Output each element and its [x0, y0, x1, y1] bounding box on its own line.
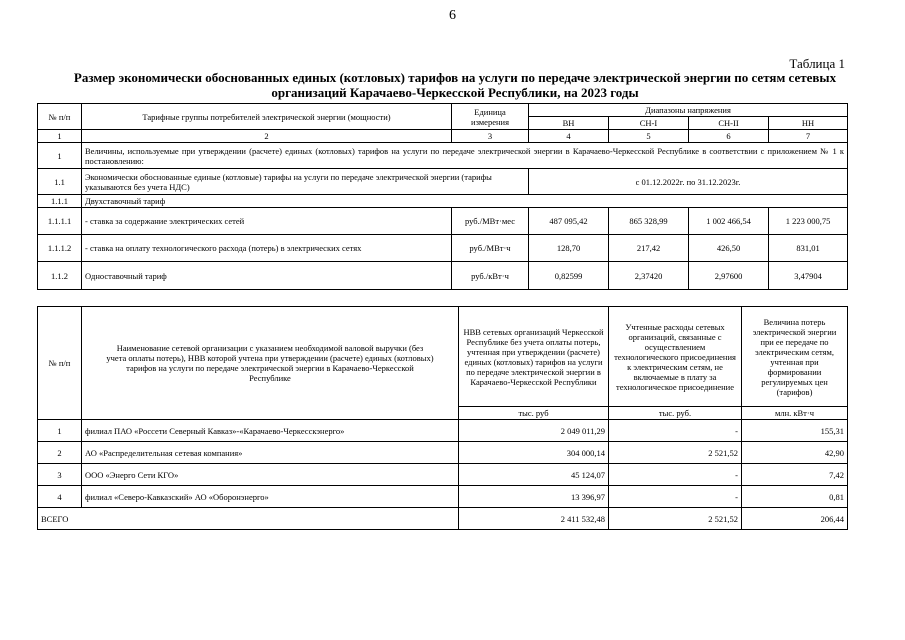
column-number: 6	[689, 130, 769, 143]
t1-row-1	[38, 143, 848, 169]
value-losses: 0,81	[742, 486, 848, 508]
network-organizations-table	[37, 306, 848, 530]
row-text: Двухставочный тариф	[82, 195, 848, 208]
organization-name: ООО «Энерго Сети КГО»	[82, 464, 459, 486]
t1-header-sn2: СН-II	[689, 117, 769, 130]
value-nn: 1 223 000,75	[769, 208, 848, 235]
total-label: ВСЕГО	[38, 508, 459, 530]
t2-header-nvv: НВВ сетевых организаций Черкесской Республике без учета оплаты потерь, учтенная при утверждении (расчете) единых (котловых) тарифов на услуги по передаче электрической энергии в Карачаево-Черкесской Республики	[459, 307, 609, 407]
table-row	[38, 235, 848, 262]
value-expenses: -	[609, 486, 742, 508]
value-sn2: 426,50	[689, 235, 769, 262]
row-number: 1.1.2	[38, 262, 82, 290]
value-losses: 42,90	[742, 442, 848, 464]
column-number: 3	[452, 130, 529, 143]
row-name: Одноставочный тариф	[82, 262, 452, 290]
value-losses: 155,31	[742, 420, 848, 442]
unit-losses: млн. кВт·ч	[742, 407, 848, 420]
t2-header-no: № п/п	[38, 307, 82, 420]
row-number: 3	[38, 464, 82, 486]
total-nvv: 2 411 532,48	[459, 508, 609, 530]
t2-header-name: Наименование сетевой организации с указанием необходимой валовой выручки (без учета оплаты потерь), НВВ которой учтена при утверждении (расчете) единых (котловых) тарифов на услуги по передаче электрической энергии в Карачаево-Черкесской Республике	[82, 307, 459, 420]
row-text: Величины, используемые при утверждении (расчете) единых (котловых) тарифов на услуги по передаче электрической энергии в Карачаево-Черкесской Республике в соответствии с приложением № 1 к постановлению:	[82, 143, 848, 169]
row-name: - ставка на оплату технологического расхода (потерь) в электрических сетях	[82, 235, 452, 262]
tariff-table	[37, 103, 848, 290]
row-number: 1	[38, 143, 82, 169]
total-expenses: 2 521,52	[609, 508, 742, 530]
t1-header-ranges: Диапазоны напряжения	[529, 104, 848, 117]
table-row	[38, 262, 848, 290]
value-losses: 7,42	[742, 464, 848, 486]
column-number: 5	[609, 130, 689, 143]
row-number: 1	[38, 420, 82, 442]
value-expenses: -	[609, 464, 742, 486]
value-vn: 487 095,42	[529, 208, 609, 235]
value-sn1: 2,37420	[609, 262, 689, 290]
value-nvv: 45 124,07	[459, 464, 609, 486]
value-nn: 3,47904	[769, 262, 848, 290]
value-nn: 831,01	[769, 235, 848, 262]
t1-header-vn: ВН	[529, 117, 609, 130]
t1-header-no: № п/п	[38, 104, 82, 130]
t1-column-numbers	[38, 130, 848, 143]
unit-nvv: тыс. руб	[459, 407, 609, 420]
column-number: 1	[38, 130, 82, 143]
t2-header-row	[38, 307, 848, 407]
table-row	[38, 208, 848, 235]
row-text: Экономически обоснованные единые (котловые) тарифы на услуги по передаче электрической энергии (тарифы указываются без учета НДС)	[82, 169, 529, 195]
t1-header-groups: Тарифные группы потребителей электрической энергии (мощности)	[82, 104, 452, 130]
t1-header-nn: НН	[769, 117, 848, 130]
row-number: 1.1.1.1	[38, 208, 82, 235]
t2-header-expenses: Учтенные расходы сетевых организаций, связанные с осуществлением технологического присоединения к электрическим сетям, не включаемые в плату за технологическое присоединение	[609, 307, 742, 407]
total-losses: 206,44	[742, 508, 848, 530]
page-number: 6	[449, 8, 456, 23]
value-vn: 128,70	[529, 235, 609, 262]
value-nvv: 304 000,14	[459, 442, 609, 464]
column-number: 4	[529, 130, 609, 143]
t1-header-unit: Единица измерения	[452, 104, 529, 130]
value-sn1: 217,42	[609, 235, 689, 262]
row-unit: руб./МВт·ч	[452, 235, 529, 262]
t1-header-sn1: СН-I	[609, 117, 689, 130]
row-number: 4	[38, 486, 82, 508]
value-nvv: 2 049 011,29	[459, 420, 609, 442]
table-row	[38, 464, 848, 486]
document-title: Размер экономически обоснованных единых (котловых) тарифов на услуги по передаче электрической энергии по сетям сетевых организаций Карачаево-Черкесской Республики, на 2023 годы	[73, 70, 837, 100]
row-name: - ставка за содержание электрических сетей	[82, 208, 452, 235]
column-number: 7	[769, 130, 848, 143]
value-sn2: 1 002 466,54	[689, 208, 769, 235]
value-expenses: 2 521,52	[609, 442, 742, 464]
t1-row-1-1-1	[38, 195, 848, 208]
t2-header-losses: Величина потерь электрической энергии при ее передаче по электрическим сетям, учтенная при формировании регулируемых цен (тарифов)	[742, 307, 848, 407]
value-sn1: 865 328,99	[609, 208, 689, 235]
value-sn2: 2,97600	[689, 262, 769, 290]
row-number: 2	[38, 442, 82, 464]
value-vn: 0,82599	[529, 262, 609, 290]
table-row	[38, 420, 848, 442]
table-label: Таблица 1	[789, 56, 845, 71]
tariff-period: с 01.12.2022г. по 31.12.2023г.	[529, 169, 848, 195]
value-expenses: -	[609, 420, 742, 442]
t1-row-1-1	[38, 169, 848, 195]
unit-expenses: тыс. руб.	[609, 407, 742, 420]
organization-name: АО «Распределительная сетевая компания»	[82, 442, 459, 464]
row-unit: руб./кВт·ч	[452, 262, 529, 290]
row-number: 1.1.1	[38, 195, 82, 208]
table-row	[38, 442, 848, 464]
row-unit: руб./МВт·мес	[452, 208, 529, 235]
table-row	[38, 486, 848, 508]
row-number: 1.1	[38, 169, 82, 195]
total-row	[38, 508, 848, 530]
column-number: 2	[82, 130, 452, 143]
row-number: 1.1.1.2	[38, 235, 82, 262]
value-nvv: 13 396,97	[459, 486, 609, 508]
organization-name: филиал «Северо-Кавказский» АО «Оборонэнерго»	[82, 486, 459, 508]
organization-name: филиал ПАО «Россети Северный Кавказ»-«Карачаево-Черкесскэнерго»	[82, 420, 459, 442]
